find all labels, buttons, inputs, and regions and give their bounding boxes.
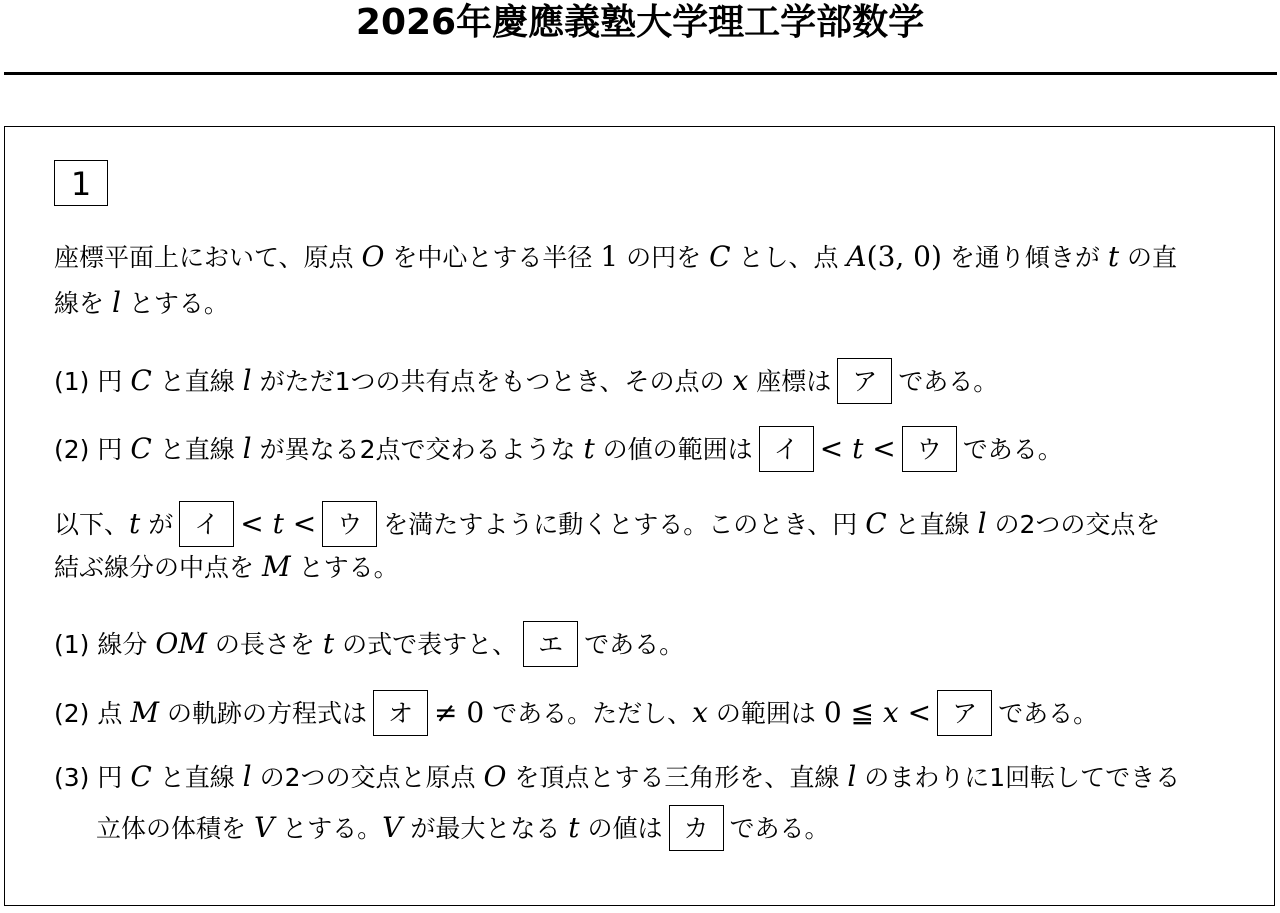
answer-box-o: オ — [373, 690, 428, 736]
part-3-line-1: (3) 円 C と直線 l の2つの交点と原点 O を頂点とする三角形を、直線 l のまわりに1回転してできる — [54, 760, 1181, 793]
intro-line-2: 線を l とする。 — [54, 286, 229, 319]
part-2: (2) 点 M の軌跡の方程式は オ ≠ 0 である。ただし、x の範囲は 0 ≦ x < ア である。 — [54, 692, 1098, 738]
answer-box-a-ref: ア — [937, 690, 992, 736]
problem-number: 1 — [54, 160, 108, 206]
mid-line-1: 以下、t が イ < t < ウ を満たすように動くとする。このとき、円 C と直線 l の2つの交点を — [54, 503, 1160, 549]
title-underline — [4, 72, 1277, 75]
page-title: 2026年慶應義塾大学理工学部数学 — [355, 2, 925, 43]
question-2: (2) 円 C と直線 l が異なる2点で交わるような t の値の範囲は イ < t < ウ である。 — [54, 428, 1063, 474]
answer-box-a: ア — [837, 358, 892, 404]
answer-box-ka: カ — [669, 805, 724, 851]
question-1: (1) 円 C と直線 l がただ1つの共有点をもつとき、その点の x 座標は ア である。 — [54, 360, 998, 406]
intro-line-1: 座標平面上において、原点 O を中心とする半径 1 の円を C とし、点 A(3, 0) を通り傾きが t の直 — [54, 240, 1178, 273]
answer-box-u: ウ — [902, 426, 957, 472]
mid-line-2: 結ぶ線分の中点を M とする。 — [54, 550, 399, 583]
answer-box-i-ref: イ — [179, 501, 234, 547]
answer-box-u-ref: ウ — [322, 501, 377, 547]
answer-box-i: イ — [759, 426, 814, 472]
answer-box-e: エ — [523, 621, 578, 667]
part-3-line-2: 立体の体積を V とする。V が最大となる t の値は カ である。 — [96, 807, 830, 853]
part-1: (1) 線分 OM の長さを t の式で表すと、 エ である。 — [54, 623, 684, 669]
